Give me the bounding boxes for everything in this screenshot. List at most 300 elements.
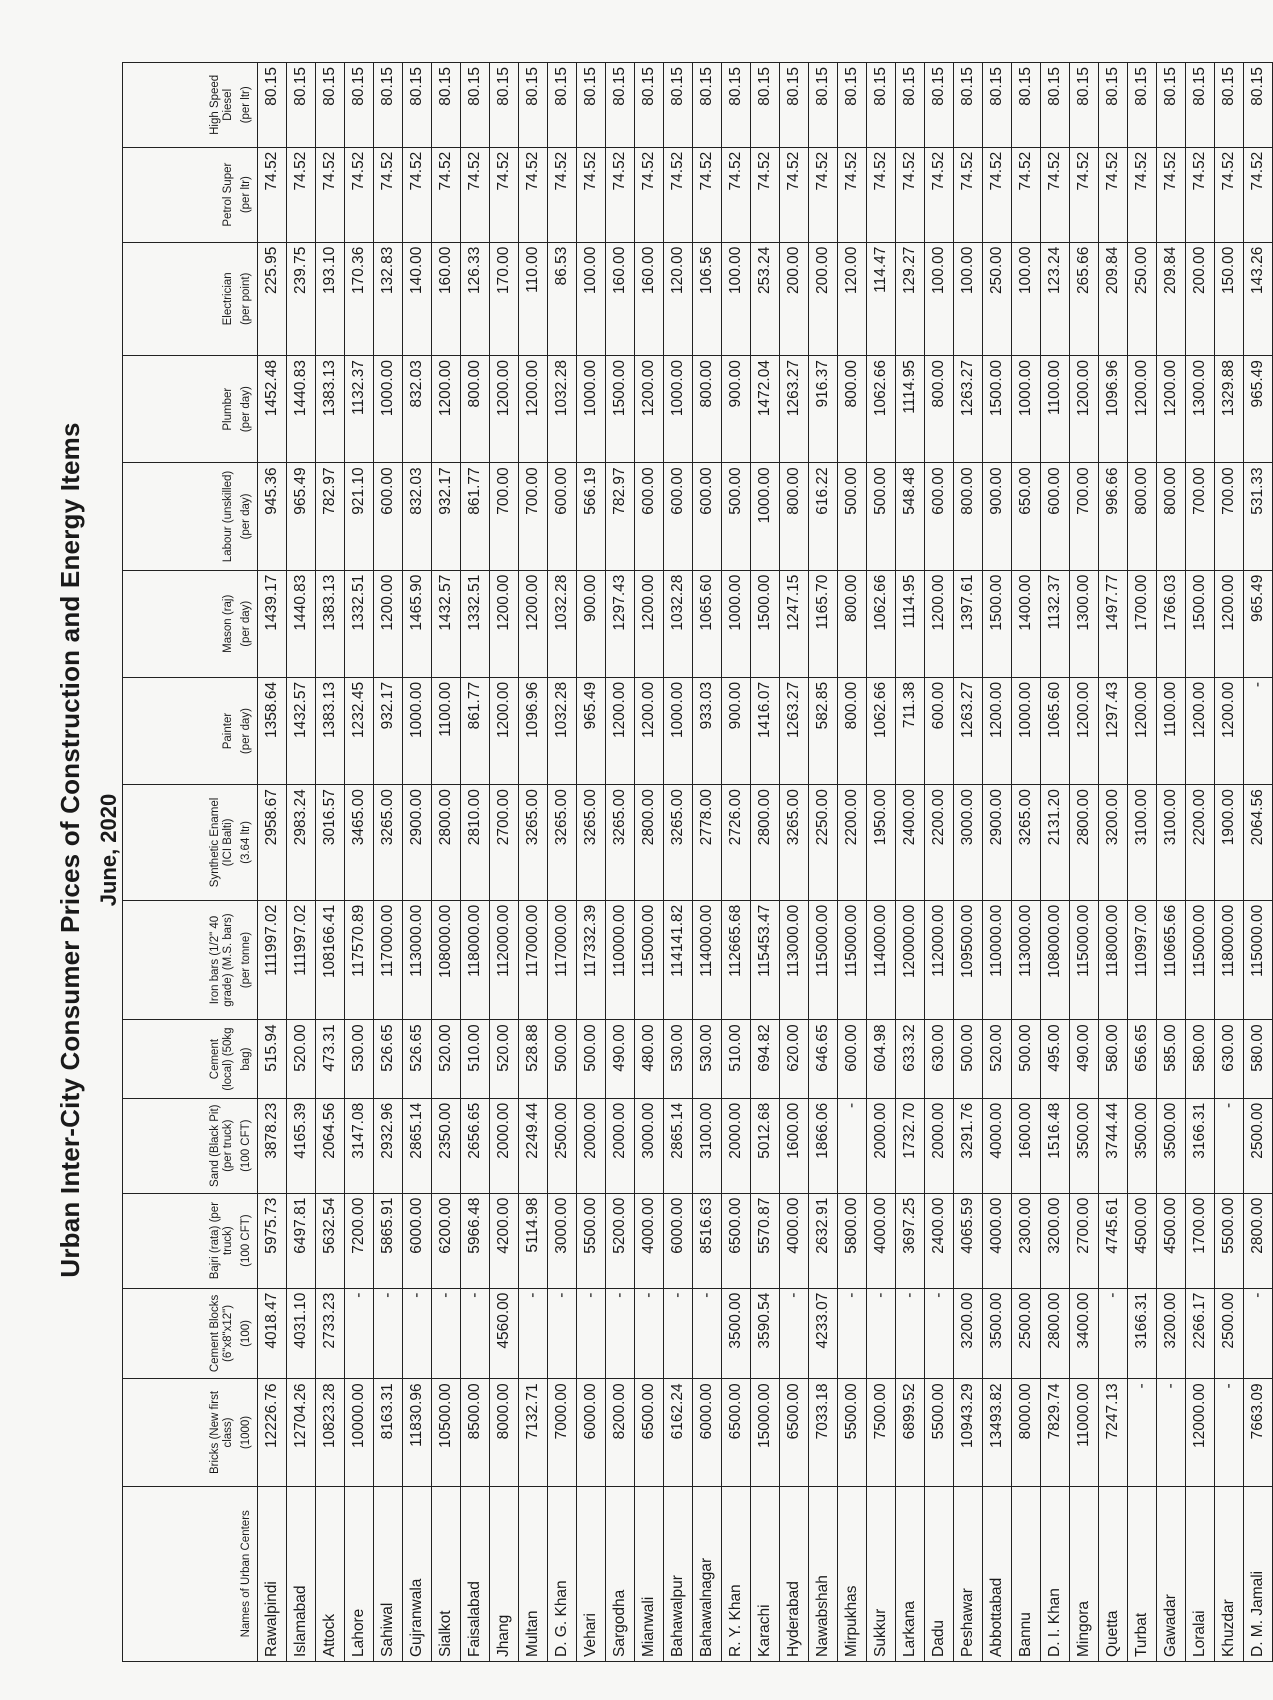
price-cell: 2733.23 [316, 1288, 345, 1379]
price-cell: 2865.14 [403, 1098, 432, 1193]
price-cell: 120.00 [664, 242, 693, 355]
price-cell: 1383.13 [316, 356, 345, 463]
price-cell: - [1215, 1098, 1244, 1193]
price-cell: 585.00 [1157, 1020, 1186, 1098]
price-cell: 115000.00 [1244, 900, 1273, 1020]
table-row [1099, 63, 1128, 1662]
price-cell: 265.66 [1070, 242, 1099, 355]
price-cell: 500.00 [867, 463, 896, 570]
city-name-cell: Islamabad [287, 1486, 316, 1661]
city-name-cell: Dadu [925, 1486, 954, 1661]
price-cell: 580.00 [1099, 1020, 1128, 1098]
table-row [809, 63, 838, 1662]
price-cell: 3100.00 [1128, 785, 1157, 901]
city-name-cell: Jhang [490, 1486, 519, 1661]
table-row [606, 63, 635, 1662]
price-cell: 80.15 [867, 63, 896, 148]
price-cell: 2810.00 [461, 785, 490, 901]
price-cell: 582.85 [809, 677, 838, 784]
price-cell: 111997.02 [258, 900, 287, 1020]
column-header [123, 1193, 258, 1288]
price-cell: 74.52 [867, 147, 896, 242]
price-cell: 490.00 [606, 1020, 635, 1098]
price-cell: 100.00 [925, 242, 954, 355]
price-cell: 1200.00 [490, 570, 519, 677]
price-cell: 80.15 [432, 63, 461, 148]
city-name-cell: Quetta [1099, 1486, 1128, 1661]
price-cell: 800.00 [838, 677, 867, 784]
price-cell: 80.15 [548, 63, 577, 148]
price-cell: 113000.00 [403, 900, 432, 1020]
price-cell: 2500.00 [1215, 1288, 1244, 1379]
price-cell: - [1128, 1379, 1157, 1486]
city-name-cell: Karachi [751, 1486, 780, 1661]
column-header-unit: (1000) [240, 1415, 252, 1450]
price-cell: 80.15 [838, 63, 867, 148]
city-name-cell: Bahawalpur [664, 1486, 693, 1661]
price-cell: 3878.23 [258, 1098, 287, 1193]
table-row [490, 63, 519, 1662]
price-cell: 2800.00 [751, 785, 780, 901]
price-cell: 3200.00 [1099, 785, 1128, 901]
price-cell: 12226.76 [258, 1379, 287, 1486]
price-cell: 510.00 [722, 1020, 751, 1098]
price-cell: 110665.66 [1157, 900, 1186, 1020]
table-row [693, 63, 722, 1662]
price-cell: 117570.89 [345, 900, 374, 1020]
price-cell: 10943.29 [954, 1379, 983, 1486]
price-cell: 117000.00 [519, 900, 548, 1020]
price-cell: 8500.00 [461, 1379, 490, 1486]
price-cell: 526.65 [374, 1020, 403, 1098]
price-cell: 900.00 [983, 463, 1012, 570]
price-cell: 1263.27 [954, 677, 983, 784]
price-cell: 4065.59 [954, 1193, 983, 1288]
price-cell: 530.00 [664, 1020, 693, 1098]
city-name-cell: R. Y. Khan [722, 1486, 751, 1661]
price-cell: 80.15 [664, 63, 693, 148]
price-cell: 74.52 [1099, 147, 1128, 242]
price-cell: 74.52 [1186, 147, 1215, 242]
price-cell: 74.52 [548, 147, 577, 242]
price-cell: 528.88 [519, 1020, 548, 1098]
price-cell: 620.00 [780, 1020, 809, 1098]
column-header [123, 1379, 258, 1486]
header-row [123, 63, 258, 1662]
column-header-unit: (per day) [240, 600, 252, 647]
price-cell: 80.15 [1186, 63, 1215, 148]
column-header-unit: (per day) [240, 708, 252, 755]
price-cell: 1032.28 [548, 356, 577, 463]
price-cell: 80.15 [722, 63, 751, 148]
price-cell: 225.95 [258, 242, 287, 355]
price-cell: 3265.00 [780, 785, 809, 901]
price-cell: 1100.00 [1157, 677, 1186, 784]
price-cell: 118000.00 [461, 900, 490, 1020]
price-cell: 4560.00 [490, 1288, 519, 1379]
price-cell: 6500.00 [780, 1379, 809, 1486]
price-cell: 1432.57 [287, 677, 316, 784]
price-cell: 110000.00 [983, 900, 1012, 1020]
price-table [122, 62, 1273, 1662]
city-name-cell: Vehari [577, 1486, 606, 1661]
table-row [1157, 63, 1186, 1662]
city-name-cell: Attock [316, 1486, 345, 1661]
price-cell: 900.00 [722, 356, 751, 463]
column-header-label: Cement Blocks (6"x8"x12") [209, 1294, 234, 1373]
price-cell: 1452.48 [258, 356, 287, 463]
table-row [664, 63, 693, 1662]
price-cell: 1700.00 [1128, 570, 1157, 677]
price-cell: 500.00 [1012, 1020, 1041, 1098]
price-cell: 5966.48 [461, 1193, 490, 1288]
price-cell: 1200.00 [1070, 356, 1099, 463]
price-cell: - [345, 1288, 374, 1379]
price-cell: 600.00 [374, 463, 403, 570]
price-cell: 74.52 [1128, 147, 1157, 242]
price-cell: 74.52 [896, 147, 925, 242]
price-cell: 112000.00 [490, 900, 519, 1020]
price-cell: 109500.00 [954, 900, 983, 1020]
column-header [123, 785, 258, 901]
price-cell: 965.49 [1244, 356, 1273, 463]
price-cell: 1032.28 [548, 677, 577, 784]
price-cell: - [461, 1288, 490, 1379]
price-cell: - [838, 1098, 867, 1193]
price-cell: 548.48 [896, 463, 925, 570]
price-cell: - [519, 1288, 548, 1379]
price-cell: - [693, 1288, 722, 1379]
price-cell: 1416.07 [751, 677, 780, 784]
price-cell: 3000.00 [548, 1193, 577, 1288]
price-cell: 3147.08 [345, 1098, 374, 1193]
price-cell: 2932.96 [374, 1098, 403, 1193]
price-cell: 932.17 [374, 677, 403, 784]
price-cell: 2200.00 [838, 785, 867, 901]
table-row [896, 63, 925, 1662]
price-cell: 500.00 [954, 1020, 983, 1098]
table-row [403, 63, 432, 1662]
column-header-unit: (100 CFT) [240, 1119, 252, 1172]
price-cell: 3500.00 [1157, 1098, 1186, 1193]
price-cell: 111997.02 [287, 900, 316, 1020]
price-cell: 650.00 [1012, 463, 1041, 570]
price-cell: 74.52 [722, 147, 751, 242]
price-cell: - [838, 1288, 867, 1379]
price-cell: 6500.00 [635, 1379, 664, 1486]
city-name-cell: Bahawalnagar [693, 1486, 722, 1661]
price-cell: 1500.00 [751, 570, 780, 677]
column-header-label: Sand (Black Pit) (per truck) [209, 1104, 234, 1187]
price-cell: 2064.56 [1244, 785, 1273, 901]
price-cell: 1332.51 [461, 570, 490, 677]
city-name-cell: Mirpukhas [838, 1486, 867, 1661]
price-cell: 7033.18 [809, 1379, 838, 1486]
city-name-cell: Lahore [345, 1486, 374, 1661]
price-cell: 11000.00 [1070, 1379, 1099, 1486]
price-cell: 1497.77 [1099, 570, 1128, 677]
column-header [123, 677, 258, 784]
price-cell: 1732.70 [896, 1098, 925, 1193]
price-cell: 108166.41 [316, 900, 345, 1020]
price-cell: 2778.00 [693, 785, 722, 901]
price-cell: - [1215, 1379, 1244, 1486]
price-cell: 74.52 [635, 147, 664, 242]
price-cell: 530.00 [693, 1020, 722, 1098]
price-cell: 3100.00 [693, 1098, 722, 1193]
price-cell: 118000.00 [1099, 900, 1128, 1020]
column-header-unit: bag) [240, 1047, 252, 1071]
price-cell: - [867, 1288, 896, 1379]
price-cell: 656.65 [1128, 1020, 1157, 1098]
price-cell: 1062.66 [867, 570, 896, 677]
price-cell: 1500.00 [983, 570, 1012, 677]
price-cell: 5200.00 [606, 1193, 635, 1288]
price-cell: 965.49 [287, 463, 316, 570]
price-cell: 80.15 [345, 63, 374, 148]
price-cell: 10500.00 [432, 1379, 461, 1486]
table-row [983, 63, 1012, 1662]
price-cell: 10000.00 [345, 1379, 374, 1486]
price-cell: 1600.00 [1012, 1098, 1041, 1193]
price-cell: 1062.66 [867, 356, 896, 463]
price-cell: 160.00 [635, 242, 664, 355]
price-cell: 117332.39 [577, 900, 606, 1020]
price-cell: 1000.00 [751, 463, 780, 570]
price-cell: 115000.00 [838, 900, 867, 1020]
city-name-cell: Sahiwal [374, 1486, 403, 1661]
price-cell: 700.00 [1215, 463, 1244, 570]
price-cell: 1247.15 [780, 570, 809, 677]
price-cell: 7000.00 [548, 1379, 577, 1486]
price-cell: 3265.00 [606, 785, 635, 901]
price-cell: 74.52 [954, 147, 983, 242]
price-cell: 4165.39 [287, 1098, 316, 1193]
price-cell: 700.00 [519, 463, 548, 570]
price-cell: 126.33 [461, 242, 490, 355]
price-cell: 117000.00 [374, 900, 403, 1020]
price-cell: 100.00 [954, 242, 983, 355]
price-cell: 1766.03 [1157, 570, 1186, 677]
price-cell: 12704.26 [287, 1379, 316, 1486]
price-cell: 3590.54 [751, 1288, 780, 1379]
price-cell: 520.00 [983, 1020, 1012, 1098]
price-cell: 700.00 [490, 463, 519, 570]
price-cell: 1200.00 [635, 356, 664, 463]
table-row [1012, 63, 1041, 1662]
price-cell: 1200.00 [606, 677, 635, 784]
price-cell: 74.52 [1012, 147, 1041, 242]
table-row [1244, 63, 1273, 1662]
price-cell: 108000.00 [1041, 900, 1070, 1020]
price-cell: 74.52 [490, 147, 519, 242]
price-cell: 15000.00 [751, 1379, 780, 1486]
price-cell: 193.10 [316, 242, 345, 355]
column-header-label: Cement (local) (50kg [209, 1027, 234, 1091]
price-cell: 580.00 [1186, 1020, 1215, 1098]
city-name-cell: Multan [519, 1486, 548, 1661]
price-cell: 3500.00 [722, 1288, 751, 1379]
price-cell: 515.94 [258, 1020, 287, 1098]
price-cell: 250.00 [1128, 242, 1157, 355]
price-cell: - [780, 1288, 809, 1379]
price-cell: 74.52 [1041, 147, 1070, 242]
table-row [954, 63, 983, 1662]
price-cell: 114.47 [867, 242, 896, 355]
price-cell: 945.36 [258, 463, 287, 570]
price-cell: 3000.00 [954, 785, 983, 901]
price-cell: 1500.00 [606, 356, 635, 463]
price-cell: 600.00 [1041, 463, 1070, 570]
price-cell: 630.00 [925, 1020, 954, 1098]
price-cell: 933.03 [693, 677, 722, 784]
column-header-unit: (per ltr) [240, 86, 252, 124]
table-row [519, 63, 548, 1662]
price-cell: 80.15 [1244, 63, 1273, 148]
price-cell: 106.56 [693, 242, 722, 355]
price-cell: 150.00 [1215, 242, 1244, 355]
price-cell: 115000.00 [809, 900, 838, 1020]
price-cell: 1232.45 [345, 677, 374, 784]
price-cell: 916.37 [809, 356, 838, 463]
price-cell: 996.66 [1099, 463, 1128, 570]
price-cell: 5865.91 [374, 1193, 403, 1288]
price-cell: 495.00 [1041, 1020, 1070, 1098]
price-cell: 700.00 [1070, 463, 1099, 570]
column-header-label: Synthetic Enamel (ICI Balti) [209, 797, 234, 888]
price-cell: 11830.96 [403, 1379, 432, 1486]
price-cell: 3500.00 [983, 1288, 1012, 1379]
column-header-unit: (per day) [240, 493, 252, 540]
price-cell: 800.00 [693, 356, 722, 463]
price-cell: 6200.00 [432, 1193, 461, 1288]
table-row [867, 63, 896, 1662]
price-cell: 3000.00 [635, 1098, 664, 1193]
price-cell: 1100.00 [432, 677, 461, 784]
price-cell: 2000.00 [925, 1098, 954, 1193]
price-cell: 80.15 [403, 63, 432, 148]
city-name-cell: Sargodha [606, 1486, 635, 1661]
price-cell: 209.84 [1157, 242, 1186, 355]
price-cell: 2958.67 [258, 785, 287, 901]
column-header-label: High Speed Diesel [209, 74, 234, 135]
price-cell: 1200.00 [983, 677, 1012, 784]
price-cell: 1000.00 [403, 677, 432, 784]
column-header [123, 463, 258, 570]
price-cell: 1297.43 [606, 570, 635, 677]
price-cell: 2500.00 [1244, 1098, 1273, 1193]
price-cell: 120000.00 [896, 900, 925, 1020]
price-cell: 3500.00 [1070, 1098, 1099, 1193]
price-cell: 800.00 [838, 570, 867, 677]
price-cell: 200.00 [780, 242, 809, 355]
table-row [780, 63, 809, 1662]
price-cell: 7829.74 [1041, 1379, 1070, 1486]
price-cell: 6500.00 [722, 1193, 751, 1288]
price-cell: 1200.00 [1128, 677, 1157, 784]
price-cell: 1397.61 [954, 570, 983, 677]
price-cell: 4000.00 [635, 1193, 664, 1288]
city-name-cell: Peshawar [954, 1486, 983, 1661]
price-cell: 2900.00 [403, 785, 432, 901]
price-cell: 1300.00 [1186, 356, 1215, 463]
price-cell: 3100.00 [1157, 785, 1186, 901]
column-header-label: Mason (raj) [222, 594, 234, 653]
price-cell: 1200.00 [1128, 356, 1157, 463]
city-name-cell: Sukkur [867, 1486, 896, 1661]
price-cell: 510.00 [461, 1020, 490, 1098]
price-cell: 1200.00 [635, 570, 664, 677]
price-cell: 921.10 [345, 463, 374, 570]
price-cell: 120.00 [838, 242, 867, 355]
price-cell: 80.15 [577, 63, 606, 148]
price-cell: 110.00 [519, 242, 548, 355]
column-header-unit: (per day) [240, 386, 252, 433]
price-cell: 250.00 [983, 242, 1012, 355]
price-cell: - [403, 1288, 432, 1379]
price-cell: 2249.44 [519, 1098, 548, 1193]
price-cell: 8000.00 [490, 1379, 519, 1486]
city-name-cell: Faisalabad [461, 1486, 490, 1661]
column-header [123, 242, 258, 355]
price-cell: 600.00 [664, 463, 693, 570]
price-cell: 600.00 [925, 677, 954, 784]
table-row [287, 63, 316, 1662]
price-cell: 1100.00 [1041, 356, 1070, 463]
price-cell: 1065.60 [693, 570, 722, 677]
price-cell: 5500.00 [577, 1193, 606, 1288]
column-header [123, 1020, 258, 1098]
price-cell: 500.00 [722, 463, 751, 570]
table-row [577, 63, 606, 1662]
price-cell: 5975.73 [258, 1193, 287, 1288]
city-name-cell: D. M. Jamali [1244, 1486, 1273, 1661]
price-cell: 3500.00 [1128, 1098, 1157, 1193]
column-header-unit: (100 CFT) [240, 1214, 252, 1267]
table-row [722, 63, 751, 1662]
city-name-cell: D. G. Khan [548, 1486, 577, 1661]
price-cell: 1200.00 [635, 677, 664, 784]
price-cell: 3400.00 [1070, 1288, 1099, 1379]
city-name-cell: Gawadar [1157, 1486, 1186, 1661]
price-cell: 80.15 [751, 63, 780, 148]
price-cell: - [1099, 1288, 1128, 1379]
price-cell: 1263.27 [780, 677, 809, 784]
price-cell: 1000.00 [664, 356, 693, 463]
price-cell: 480.00 [635, 1020, 664, 1098]
page-subtitle: June, 2020 [96, 793, 121, 907]
price-cell: 2200.00 [925, 785, 954, 901]
price-cell: 600.00 [925, 463, 954, 570]
price-cell: 4000.00 [983, 1193, 1012, 1288]
price-cell: 1263.27 [954, 356, 983, 463]
price-cell: 5570.87 [751, 1193, 780, 1288]
price-cell: 646.65 [809, 1020, 838, 1098]
price-cell: 2983.24 [287, 785, 316, 901]
price-cell: 5800.00 [838, 1193, 867, 1288]
price-cell: 2266.17 [1186, 1288, 1215, 1379]
price-cell: 1332.51 [345, 570, 374, 677]
price-cell: 800.00 [838, 356, 867, 463]
price-cell: 7663.09 [1244, 1379, 1273, 1486]
price-cell: 3200.00 [1041, 1193, 1070, 1288]
table-row [751, 63, 780, 1662]
price-cell: 3200.00 [1157, 1288, 1186, 1379]
price-cell: 1200.00 [490, 356, 519, 463]
price-cell: 800.00 [925, 356, 954, 463]
price-cell: 3265.00 [664, 785, 693, 901]
price-cell: 6000.00 [664, 1193, 693, 1288]
